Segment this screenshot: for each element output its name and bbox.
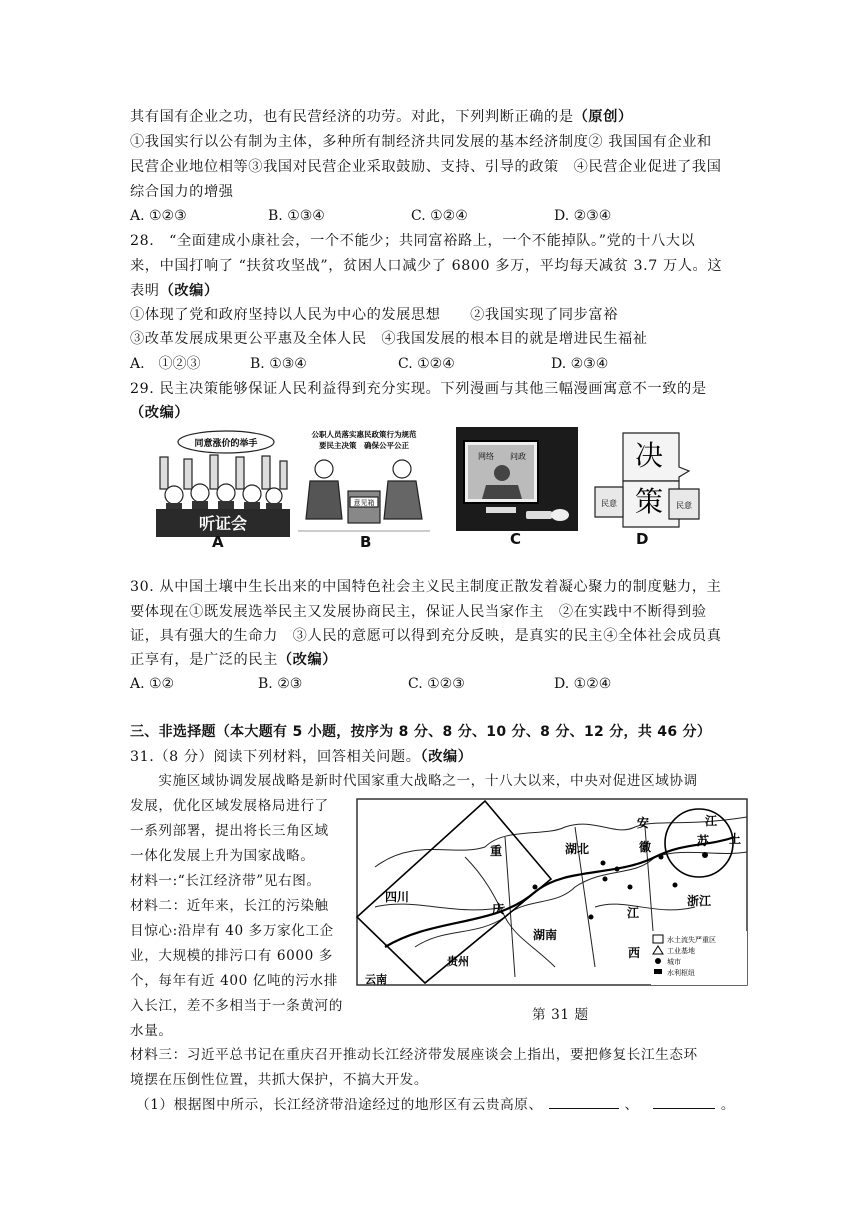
map-legend xyxy=(651,931,747,985)
q28-line4: ①体现了党和政府坚持以人民为中心的发展思想 ②我国实现了同步富裕 xyxy=(130,307,618,323)
map-legend-hydro: 水利枢纽 xyxy=(667,969,695,977)
section3-heading: 三、非选择题（本大题有 5 小题，按序为 8 分、8 分、10 分、8 分、12 分，共 46 分） xyxy=(130,724,712,740)
map-label-hui: 徽 xyxy=(639,840,652,854)
comic-a-sign: 听证会 xyxy=(198,514,248,533)
q31-material2-b: 目惊心:沿岸有 40 多万家化工企 xyxy=(130,923,334,939)
q31-material2-f: 水量。 xyxy=(130,1023,173,1039)
q31-material2-e: 入长江，差不多相当于一条黄河的 xyxy=(130,998,343,1014)
q31-p3: 一系列部署，提出将长三角区域 xyxy=(130,823,329,839)
q28-line3: 表明（改编） xyxy=(130,283,219,299)
answer-blank-2[interactable] xyxy=(653,1094,715,1109)
q30-options xyxy=(130,674,611,694)
map-label-qing: 庆 xyxy=(492,902,505,916)
map-label-jiangsu-1: 江 xyxy=(705,814,718,828)
q31-material3-b: 境摆在压倒性位置，共抓大保护，不搞大开发。 xyxy=(130,1072,429,1088)
q30-option-b[interactable]: B. ②③ xyxy=(258,676,303,692)
map-label-jiangsu-2: 苏 xyxy=(697,834,710,848)
q28-option-c[interactable]: C. ①②④ xyxy=(398,356,455,372)
q31-intro: 31.（8 分）阅读下列材料，回答相关问题。（改编） xyxy=(130,749,473,765)
comic-b-caption2: 要民主决策 确保公平公正 xyxy=(319,441,409,450)
q30-line1: 30. 从中国土壤中生长出来的中国特色社会主义民主制度正散发着凝心聚力的制度魅力，主 xyxy=(130,579,722,595)
comic-b-caption1: 公职人员落实惠民政策行为规范 xyxy=(311,430,417,439)
map-label-an: 安 xyxy=(637,816,650,830)
comic-d-word1: 决 xyxy=(634,439,664,472)
q30-option-a[interactable]: A. ①② xyxy=(130,676,175,692)
comic-b-illustration xyxy=(298,427,430,537)
q31-material2-a: 材料二：近年来，长江的污染触 xyxy=(130,898,329,914)
q29-tag: （改编） xyxy=(130,405,190,421)
comic-b-box: 意见箱 xyxy=(353,499,375,507)
q30-line3: 证，具有强大的生命力 ③人民的意愿可以得到充分反映，是真实的民主④全体社会成员真 xyxy=(130,628,722,644)
q31-material3-a: 材料三：习近平总书记在重庆召开推动长江经济带发展座谈会上指出，要把修复长江生态环 xyxy=(130,1047,698,1063)
comic-d-illustration xyxy=(593,427,701,531)
map-legend-erosion: 水土流失严重区 xyxy=(667,936,716,944)
map-label-jiang: 江 xyxy=(627,906,640,920)
comic-c-tag2: 问政 xyxy=(510,452,526,461)
comic-a-bubble: 同意涨价的举手 xyxy=(194,439,258,449)
q27-line2: ①我国实行以公有制为主体，多种所有制经济共同发展的基本经济制度② 我国国有企业和 xyxy=(130,134,712,150)
q27-line1: 其有国有企业之功，也有民营经济的功劳。对此，下列判断正确的是（原创） xyxy=(130,109,633,125)
q28-options xyxy=(130,354,608,374)
map-label-chong: 重 xyxy=(490,844,503,858)
q27-line3: 民营企业地位相等③我国对民营企业采取鼓励、支持、引导的政策 ④民营企业促进了我国 xyxy=(130,159,722,175)
q31-material2-d: 个，每年有近 400 亿吨的污水排 xyxy=(130,973,338,989)
q31-material1: 材料一:“长江经济带”见右图。 xyxy=(130,873,321,889)
map-label-shanghai: 上 xyxy=(729,832,742,846)
map-legend-industry: 工业基地 xyxy=(667,947,695,955)
q28-line1: 28. “全面建成小康社会，一个不能少；共同富裕路上，一个不能掉队。”党的十八大以 xyxy=(130,233,696,249)
q28-option-d[interactable]: D. ②③④ xyxy=(551,356,609,372)
q31-p4: 一体化发展上升为国家战略。 xyxy=(130,848,315,864)
map-caption: 第 31 题 xyxy=(532,1007,589,1023)
q28-line2: 来，中国打响了 “扶贫攻坚战”，贫困人口减少了 6800 多万，平均每天减贫 3.7 万人。这 xyxy=(130,258,723,274)
comic-c-label: C xyxy=(510,530,522,548)
q31-subquestion-1: （1）根据图中所示，长江经济带沿途经过的地形区有云贵高原、 、 。 xyxy=(136,1094,735,1115)
comic-a-label: A xyxy=(212,533,224,551)
q29-line1: 29. 民主决策能够保证人民利益得到充分实现。下列漫画与其他三幅漫画寓意不一致的是 xyxy=(130,381,707,397)
q30-option-d[interactable]: D. ①②④ xyxy=(554,676,612,692)
q28-option-b[interactable]: B. ①③④ xyxy=(250,356,307,372)
map-label-hubei: 湖北 xyxy=(565,842,590,856)
map-label-yunnan: 云南 xyxy=(365,973,387,986)
q27-option-a[interactable]: A. ①②③ xyxy=(130,208,187,224)
map-label-xi: 西 xyxy=(628,946,641,960)
comic-c-illustration xyxy=(456,427,578,531)
q30-line4: 正享有，是广泛的民主（改编） xyxy=(130,652,338,668)
comic-b-label: B xyxy=(360,533,372,551)
q28-option-a[interactable]: A. ①②③ xyxy=(130,356,201,372)
q27-line4: 综合国力的增强 xyxy=(130,184,234,200)
comic-d-piece1: 民意 xyxy=(601,499,617,508)
map-label-sichuan: 四川 xyxy=(385,890,410,904)
q27-option-b[interactable]: B. ①③④ xyxy=(268,208,325,224)
q31-material2-c: 业，大规模的排污口有 6000 多 xyxy=(130,948,333,964)
map-legend-city: 城市 xyxy=(667,958,681,966)
map-label-zhejiang: 浙江 xyxy=(687,894,712,908)
q30-line2: 要体现在①既发展选举民主又发展协商民主，保证人民当家作主 ②在实践中不断得到验 xyxy=(130,604,707,620)
q27-options xyxy=(130,206,611,226)
q31-p2: 发展，优化区域发展格局进行了 xyxy=(130,798,329,814)
answer-blank-1[interactable] xyxy=(549,1094,619,1109)
q31-p1: 实施区域协调发展战略是新时代国家重大战略之一，十八大以来，中央对促进区域协调 xyxy=(130,773,698,789)
comic-d-piece2: 民意 xyxy=(676,501,692,510)
q27-option-d[interactable]: D. ②③④ xyxy=(554,208,612,224)
map-label-hunan: 湖南 xyxy=(533,928,558,942)
comic-a-illustration xyxy=(156,427,290,537)
q30-option-c[interactable]: C. ①②③ xyxy=(408,676,465,692)
comic-d-word2: 策 xyxy=(634,485,664,518)
comic-d-label: D xyxy=(636,530,649,548)
comic-c-tag1: 网络 xyxy=(478,452,494,461)
q27-option-c[interactable]: C. ①②④ xyxy=(411,208,468,224)
q28-line5: ③改革发展成果更公平惠及全体人民 ④我国发展的根本目的就是增进民生福祉 xyxy=(130,331,648,347)
map-label-guizhou: 贵州 xyxy=(447,955,469,968)
map-illustration xyxy=(355,797,749,987)
yangtze-economic-belt-map xyxy=(355,797,749,987)
